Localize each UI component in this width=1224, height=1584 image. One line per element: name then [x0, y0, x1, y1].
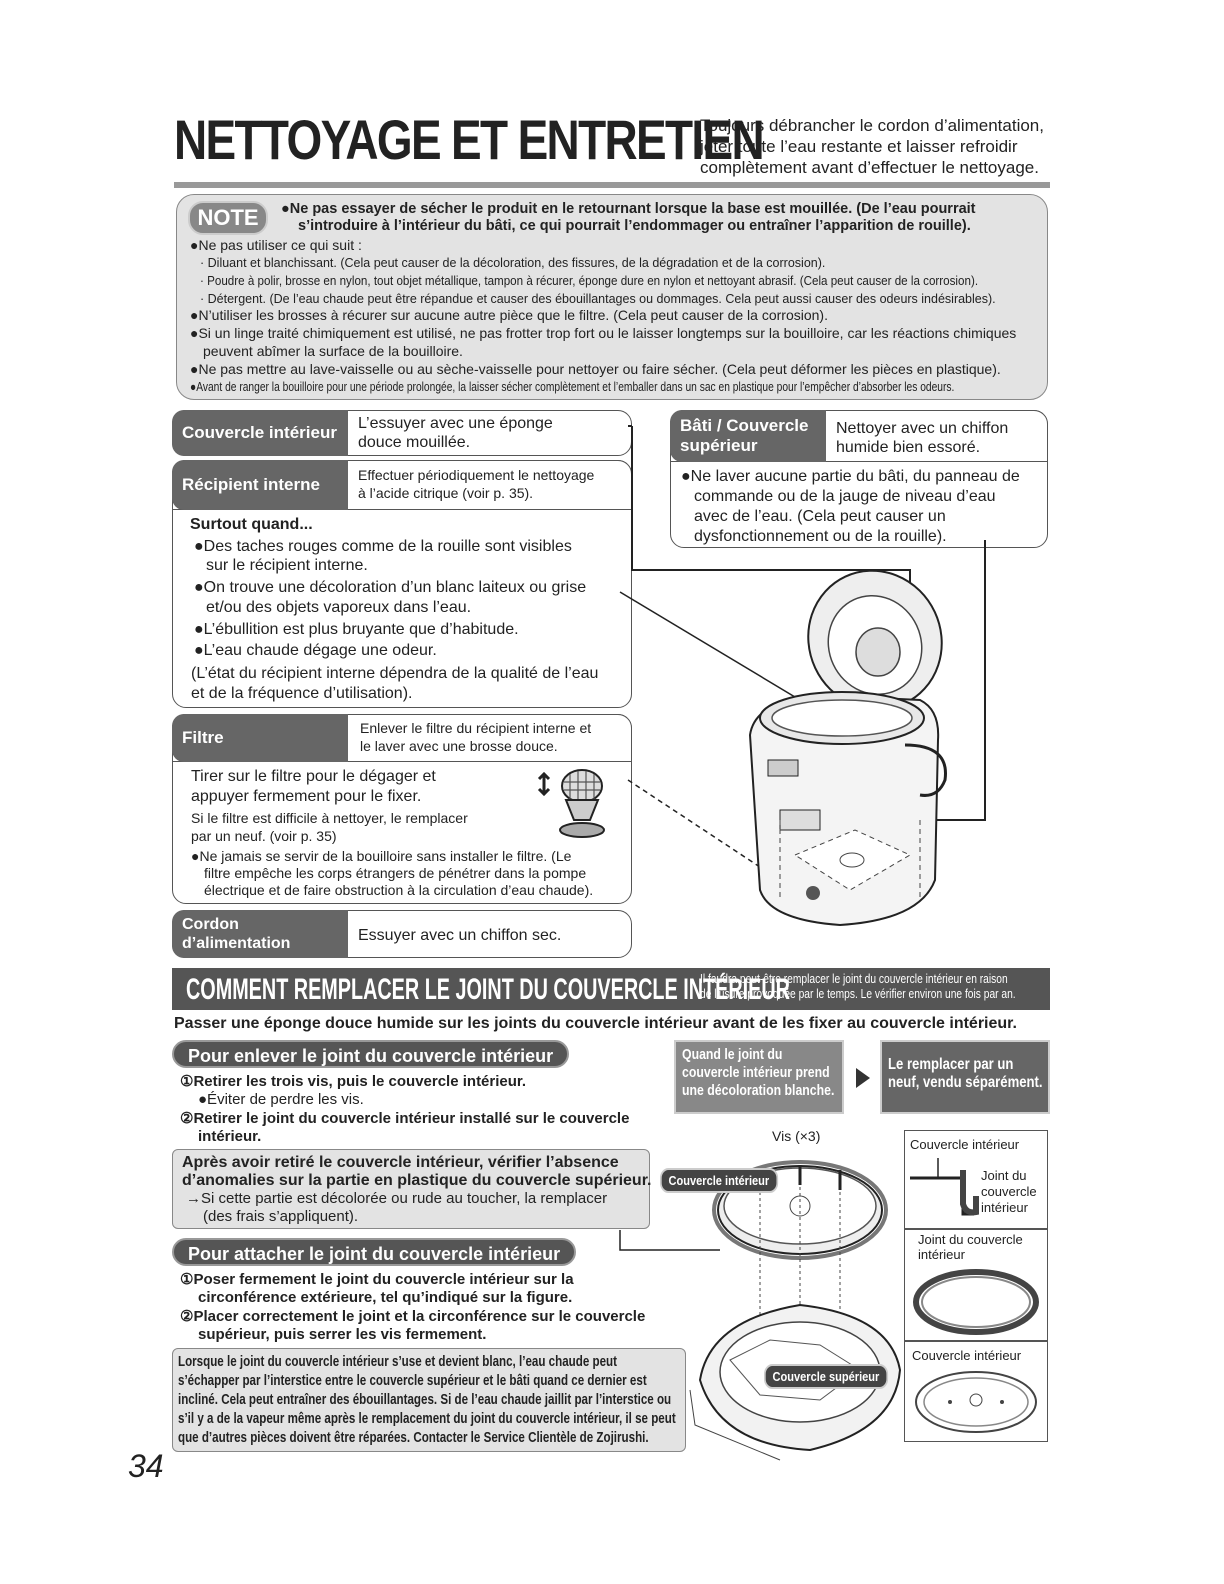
bati-warning: commande ou de la jauge de niveau d’eau	[694, 488, 996, 505]
warning-line: complètement avant d’effectuer le nettoyage.	[700, 158, 1039, 177]
joint-note	[700, 972, 1016, 1002]
joint-warning-line: que d’autres pièces doivent être réparées. Contacter le Service Clientèle de Zojirushi.	[178, 1430, 649, 1446]
flow-action	[880, 1040, 1050, 1114]
filtre-text: le laver avec une brosse douce.	[360, 738, 558, 754]
joint-crosssection	[908, 1156, 988, 1222]
attach-title: Pour attacher le joint du couvercle intérieur	[172, 1238, 576, 1266]
filtre-warning: filtre empêche les corps étrangers de pénétrer dans la pompe	[204, 865, 587, 881]
remove-step: ②Retirer le joint du couvercle intérieur installé sur le couvercle	[180, 1110, 630, 1127]
couvercle-text: L’essuyer avec une éponge	[358, 415, 553, 432]
note-line: · Poudre à polir, brosse en nylon, tout objet métallique, tampon à récurer, éponge dure en nylon et nettoyant abrasif. (Cela peut causer de la corrosion).	[200, 274, 979, 288]
joint-warning-line: s’échapper par l’interstice entre le couvercle supérieur et le bâti quand ce dernier est	[178, 1373, 647, 1389]
side-label: Couvercle intérieur	[910, 1137, 1020, 1152]
remove-step: intérieur.	[198, 1128, 262, 1145]
recipient-text: Effectuer périodiquement le nettoyage	[358, 467, 595, 483]
flow-condition	[674, 1040, 844, 1114]
attach-step: supérieur, puis serrer les vis fermement.	[198, 1326, 487, 1343]
bati-text: humide bien essoré.	[836, 439, 981, 456]
side-joint-label	[918, 1232, 1023, 1262]
surtout-heading: Surtout quand...	[190, 516, 313, 533]
bati-warning: avec de l’eau. (Cela peut causer un	[694, 508, 946, 525]
warning-line: Toujours débrancher le cordon d’alimentation,	[700, 116, 1044, 135]
recipient-bullet: ●On trouve une décoloration d’un blanc laiteux ou grise	[194, 579, 587, 596]
side-divider	[904, 1340, 1048, 1342]
lid-diagram	[620, 1150, 910, 1460]
note-line: ●Ne pas utiliser ce qui suit :	[190, 237, 362, 253]
joint-warning	[178, 1353, 676, 1448]
joint-warning-line: Lorsque le joint du couvercle intérieur s’use et devient blanc, l’eau chaude peut	[178, 1354, 617, 1370]
side-joint-label	[981, 1168, 1037, 1216]
side-label-line: Joint du	[981, 1168, 1027, 1183]
warning-line: jeter toute l’eau restante et laisser refroidir	[700, 137, 1018, 156]
joint-warning-line: s’il y a de la vapeur même après le remplacement du joint du couvercle intérieur, il se peut	[178, 1411, 676, 1427]
cordon-label: Cordon d’alimentation	[172, 910, 348, 958]
side-label-line: intérieur	[981, 1200, 1028, 1215]
flow-line: Le remplacer par un	[888, 1056, 1014, 1073]
bati-text: Nettoyer avec un chiffon	[836, 420, 1009, 437]
couvercle-text: douce mouillée.	[358, 434, 471, 451]
recipient-paren: (L’état du récipient interne dépendra de la qualité de l’eau	[191, 665, 599, 682]
check-line: d’anomalies sur la partie en plastique du couvercle supérieur.	[182, 1172, 652, 1189]
note-badge: NOTE	[188, 201, 268, 235]
joint-note-line: de l’usure provoquée par le temps. Le vérifier environ une fois par an.	[700, 987, 1016, 1001]
filtre-warning: électrique et de faire obstruction à la circulation d’eau chaude).	[204, 882, 594, 898]
page-number: 34	[128, 1448, 164, 1484]
attach-step: circonférence extérieure, tel qu’indiqué sur la figure.	[198, 1289, 573, 1306]
note-line: ●N’utiliser les brosses à récurer sur aucune autre pièce que le filtre. (Cela peut causer de la corrosion).	[190, 307, 828, 323]
filtre-instr: Si le filtre est difficile à nettoyer, le remplacer	[191, 810, 468, 826]
note-line: ●Si un linge traité chimiquement est utilisé, ne pas frotter trop fort ou le laisser longtemps sur la bouilloire, car les réactions chimiques	[190, 325, 1017, 341]
filtre-instr: par un neuf. (voir p. 35)	[191, 828, 337, 844]
lbl-couvercle-interieur: Couvercle intérieur	[660, 1168, 778, 1193]
joint-note-line: Il faudra peut-être remplacer le joint du couvercle intérieur en raison	[700, 972, 1008, 986]
note-line: ●Avant de ranger la bouilloire pour une période prolongée, la laisser sécher complètement et l’emballer dans un sac en plastique pour l’empêcher d’absorber les odeurs.	[190, 380, 955, 394]
kettle-illustration	[620, 400, 1050, 940]
remove-step: ①Retirer les trois vis, puis le couvercle intérieur.	[180, 1073, 527, 1090]
inner-lid-disc	[910, 1366, 1042, 1438]
recipient-text: à l’acide citrique (voir p. 35).	[358, 485, 534, 501]
unplug-warning	[700, 115, 1060, 178]
note-bold-line: ●Ne pas essayer de sécher le produit en le retournant lorsque la base est mouillée. (De l’eau pourrait	[281, 201, 976, 217]
recipient-bullet: ●L’ébullition est plus bruyante que d’habitude.	[194, 621, 519, 638]
check-line: (des frais s’appliquent).	[203, 1208, 359, 1225]
recipient-bullet: ●Des taches rouges comme de la rouille sont visibles	[194, 538, 572, 555]
recipient-bullet: ●L’eau chaude dégage une odeur.	[194, 642, 437, 659]
joint-intro: Passer une éponge douce humide sur les joints du couvercle intérieur avant de les fixer au couvercle intérieur.	[174, 1015, 1017, 1032]
remove-title: Pour enlever le joint du couvercle intérieur	[172, 1040, 569, 1068]
bati-warning: dysfonctionnement ou de la rouille).	[694, 528, 947, 545]
filtre-label: Filtre	[172, 714, 348, 762]
joint-title: COMMENT REMPLACER LE JOINT DU COUVERCLE INTÉRIEUR	[186, 973, 790, 1006]
filtre-warning: ●Ne jamais se servir de la bouilloire sans installer le filtre. (Le	[191, 848, 572, 864]
title-rule	[174, 182, 1050, 188]
check-line: →Si cette partie est décolorée ou rude au toucher, la remplacer	[186, 1190, 608, 1207]
side-label-line: couvercle	[981, 1184, 1037, 1199]
filter-icon	[530, 768, 610, 848]
note-line: · Diluant et blanchissant. (Cela peut causer de la décoloration, des fissures, de la dégradation et de la corrosion).	[200, 256, 826, 270]
side-label-line: intérieur	[918, 1247, 965, 1262]
remove-step: ●Éviter de perdre les vis.	[198, 1091, 364, 1108]
joint-warning-line: incliné. Cela peut entraîner des ébouillantages. Si de l’eau chaude jaillit par l’interstice ou	[178, 1392, 672, 1408]
flow-line: couvercle intérieur prend	[682, 1064, 830, 1081]
recipient-bullet: sur le récipient interne.	[206, 557, 368, 574]
filtre-instr: appuyer fermement pour le fixer.	[191, 788, 422, 805]
note-line: ●Ne pas mettre au lave-vaisselle ou au sèche-vaisselle pour nettoyer ou faire sécher. (Cela peut déformer les pièces en plastique).	[190, 361, 1001, 377]
side-divider	[904, 1228, 1048, 1230]
attach-step: ①Poser fermement le joint du couvercle intérieur sur la	[180, 1271, 574, 1288]
side-label: Couvercle intérieur	[912, 1348, 1022, 1363]
note-line: · Détergent. (De l’eau chaude peut être répandue et causer des ébouillantages ou dommages. Cela peut aussi causer des odeurs indésirables).	[200, 292, 996, 306]
gasket-ring	[910, 1266, 1042, 1338]
check-line: Après avoir retiré le couvercle intérieur, vérifier l’absence	[182, 1154, 619, 1171]
note-line: peuvent abîmer la surface de la bouilloire.	[203, 343, 463, 359]
bati-label-line: Bâti / Couvercle	[680, 416, 809, 435]
recipient-bullet: et/ou des objets vaporeux dans l’eau.	[206, 599, 472, 616]
side-label-line: Joint du couvercle	[918, 1232, 1023, 1247]
attach-step: ②Placer correctement le joint et la circonférence sur le couvercle	[180, 1308, 646, 1325]
bati-label-line: supérieur	[680, 436, 758, 455]
filtre-text: Enlever le filtre du récipient interne et	[360, 720, 592, 736]
lbl-couvercle-superieur: Couvercle supérieur	[764, 1364, 888, 1389]
bati-warning: ●Ne laver aucune partie du bâti, du panneau de	[681, 468, 1020, 485]
note-bold-line: s’introduire à l’intérieur du bâti, ce qui pourrait l’endommager ou entraîner l’apparition de rouille).	[298, 218, 971, 234]
recipient-paren: et de la fréquence d’utilisation).	[191, 685, 413, 702]
recipient-interne-label: Récipient interne	[172, 460, 348, 510]
couvercle-interieur-label: Couvercle intérieur	[172, 410, 348, 456]
flow-line: neuf, vendu séparément.	[888, 1074, 1043, 1091]
vis-label: Vis (×3)	[772, 1128, 821, 1144]
cordon-text: Essuyer avec un chiffon sec.	[358, 927, 562, 944]
arrow-right-icon	[856, 1068, 870, 1088]
filtre-instr: Tirer sur le filtre pour le dégager et	[191, 768, 436, 785]
page-title: NETTOYAGE ET ENTRETIEN	[174, 108, 764, 171]
flow-line: une décoloration blanche.	[682, 1082, 835, 1099]
flow-line: Quand le joint du	[682, 1046, 783, 1063]
